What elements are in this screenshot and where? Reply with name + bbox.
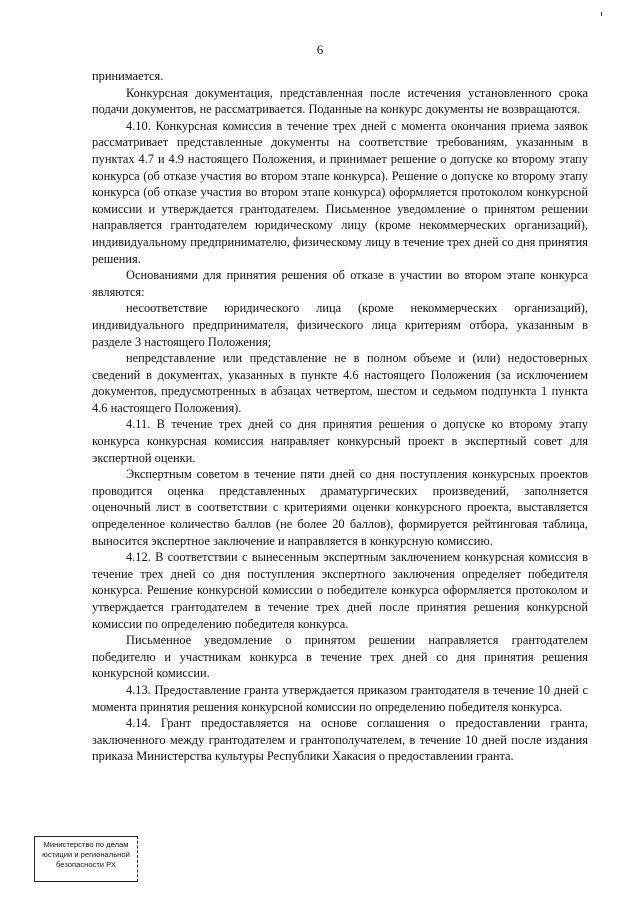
paragraph-4-12: 4.12. В соответствии с вынесенным экспертным заключением конкурсная комиссия в течение трех дней со дня поступления экспертного заключения определяет победителя конкурса. Решение конкурсной комиссии о победителе конкурса оформляется протоколом и утверждается грантодателем в течение трех дней после принятия решения конкурсной комиссии по определению победителя конкурса. [92, 550, 588, 631]
paragraph-1: принимается. [92, 69, 164, 83]
paragraph-4-14: 4.14. Грант предоставляется на основе соглашения о предоставлении гранта, заключенного между грантодателем и грантополучателем, в течение 10 дней после издания приказа Министерства культуры Республики Хакасия о предоставлении гранта. [92, 716, 588, 764]
paragraph-ground-1: несоответствие юридического лица (кроме некоммерческих организаций), индивидуального предпринимателя, физического лица критериям отбора, указанным в разделе 3 настоящего Положения; [92, 301, 588, 349]
paragraph-ground-2: непредставление или представление не в полном объеме и (или) недостоверных сведений в документах, указанных в пункте 4.6 настоящего Положения (за исключением документов, предусмотренных в абзацах четвертом, шестом и седьмом подпункта 1 пункта 4.6 настоящего Положения). [92, 351, 588, 415]
ministry-stamp [34, 836, 138, 882]
corner-mark [601, 12, 602, 16]
stamp-line-1: Министерство по делам [43, 840, 129, 849]
paragraph-4-10: 4.10. Конкурсная комиссия в течение трех дней с момента окончания приема заявок рассматривает представленные документы на соответствие требованиям, указанным в пунктах 4.7 и 4.9 настоящего Положения, и принимает решение о допуске ко второму этапу конкурса (об отказе участия во втором этапе конкурса). Решение о допуске ко второму этапу конкурса (об отказе участия во втором этапе конкурса) оформляется протоколом конкурсной комиссии и утверждается грантодателем. Письменное уведомление о принятом решении направляется грантодателем юридическому лицу (кроме некоммерческих организаций), индивидуальному предпринимателю, физическому лицу в течение трех дней со дня принятия решения. [92, 118, 588, 266]
paragraph-expert-council: Экспертным советом в течение пяти дней со дня поступления конкурсных проектов проводится оценка представленных драматургических произведений, заполняется оценочный лист в соответствии с критериями оценки конкурсного проекта, выставляется определенное количество баллов (не более 20 баллов), формируется рейтинговая таблица, выносится экспертное заключение и направляется в конкурсную комиссию. [92, 467, 588, 548]
paragraph-4-13: 4.13. Предоставление гранта утверждается приказом грантодателя в течение 10 дней с момента принятия решения конкурсной комиссии по определению победителя конкурса. [92, 682, 588, 714]
paragraph-refusal-grounds: Основаниями для принятия решения об отказе в участии во втором этапе конкурса являются: [92, 268, 588, 299]
paragraph-4-11: 4.11. В течение трех дней со дня принятия решения о допуске ко второму этапу конкурса конкурсная комиссия направляет конкурсный проект в экспертный совет для экспертной оценки. [92, 417, 588, 465]
stamp-line-3: безопасности РХ [56, 860, 116, 869]
document-body [92, 68, 588, 765]
paragraph-2: Конкурсная документация, представленная после истечения установленного срока подачи документов, не рассматривается. Поданные на конкурс документы не возвращаются. [92, 85, 588, 117]
page-number: 6 [316, 42, 324, 57]
paragraph-notification: Письменное уведомление о принятом решении направляется грантодателем победителю и участникам конкурса в течение трех дней со дня принятия решения конкурсной комиссии. [92, 633, 588, 681]
stamp-line-2: юстиции и региональной [42, 850, 130, 859]
